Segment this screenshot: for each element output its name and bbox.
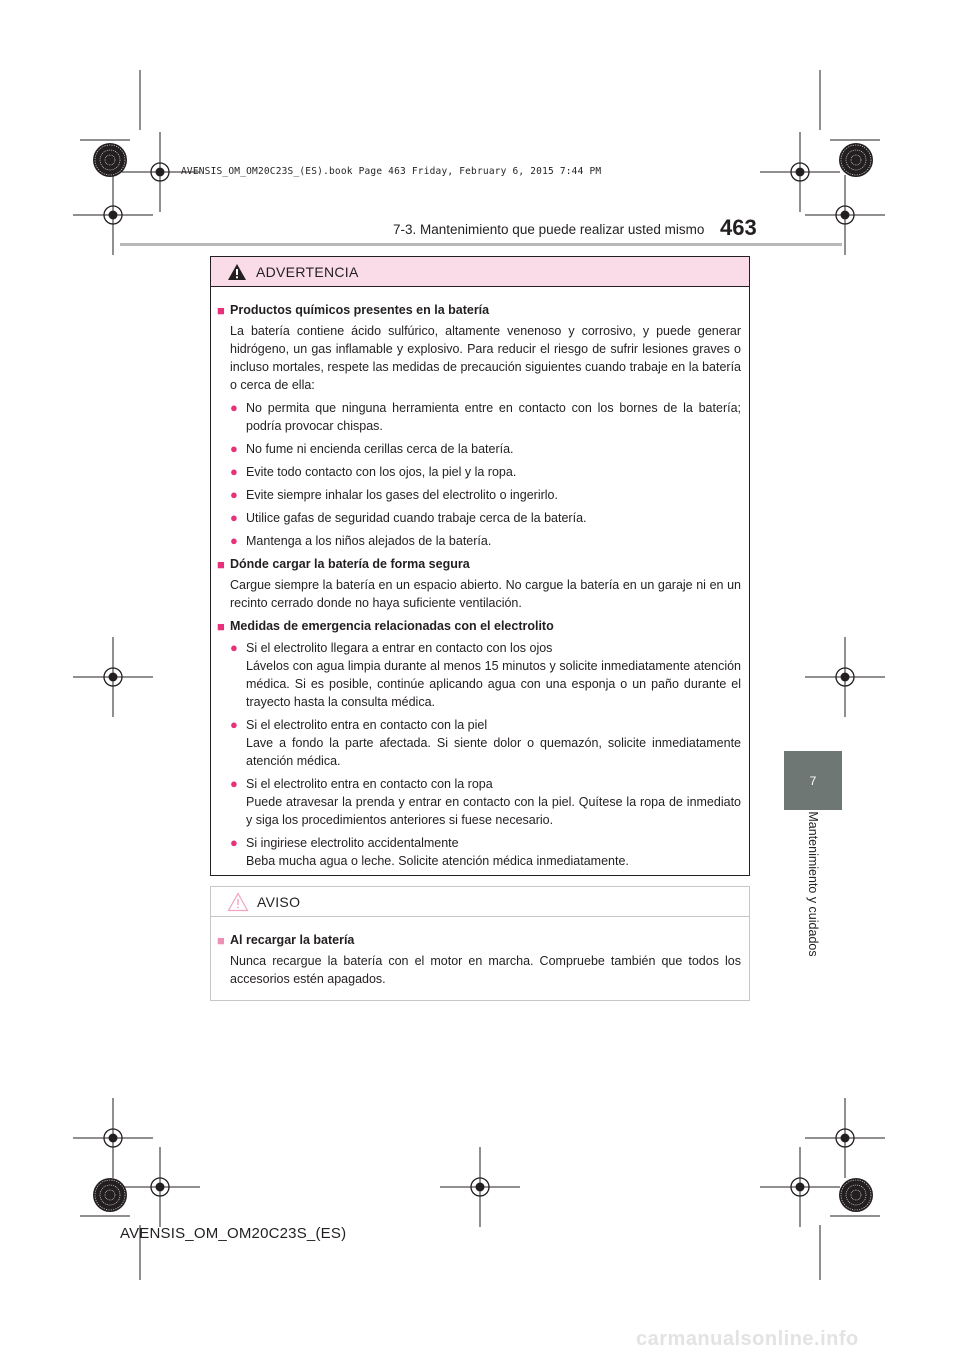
section-heading: ■ Dónde cargar la batería de forma segura — [217, 557, 470, 572]
square-bullet-icon: ■ — [217, 303, 225, 318]
chapter-tab: 7 — [784, 751, 842, 810]
section-paragraph: Cargue siempre la batería en un espacio abierto. No cargue la batería en un garaje ni en un recinto cerrado donde no haya suficiente ventilación. — [230, 578, 741, 610]
warning-body — [211, 287, 749, 870]
square-bullet-icon: ■ — [217, 619, 225, 634]
round-bullet-icon: ● — [230, 487, 238, 502]
square-bullet-icon: ■ — [217, 933, 225, 948]
list-item: ● Si el electrolito entra en contacto con la piel Lave a fondo la parte afectada. Si siente dolor o quemazón, solicite inmediatamente atención médica. — [230, 717, 741, 768]
list-item: ● Si el electrolito entra en contacto con la ropa Puede atravesar la prenda y entrar en contacto con la piel. Quítese la ropa de inmediato y siga los procedimientos anteriores si fuese necesario. — [230, 776, 741, 827]
warning-box — [210, 256, 750, 876]
round-bullet-icon: ● — [230, 400, 238, 415]
round-bullet-icon: ● — [230, 640, 238, 655]
notice-label: AVISO — [257, 893, 301, 910]
warning-label: ADVERTENCIA — [256, 263, 359, 280]
section-title: 7-3. Mantenimiento que puede realizar usted mismo — [393, 222, 705, 237]
list-item: ● No fume ni encienda cerillas cerca de la batería. — [230, 441, 514, 456]
document-code: AVENSIS_OM_OM20C23S_(ES) — [120, 1225, 347, 1242]
section-heading: ■ Medidas de emergencia relacionadas con el electrolito — [217, 619, 554, 634]
round-bullet-icon: ● — [230, 717, 238, 732]
page-number: 463 — [720, 215, 757, 240]
book-file-header: AVENSIS_OM_OM20C23S_(ES).book Page 463 Friday, February 6, 2015 7:44 PM — [181, 166, 602, 177]
caution-triangle-outline-icon — [227, 892, 249, 912]
list-item: ● Si el electrolito llegara a entrar en contacto con los ojos Lávelos con agua limpia durante al menos 15 minutos y solicite inmediatamente atención médica. Si es posible, continúe aplicando agua con una esponja o un paño durante el trayecto hasta la consulta médica. — [230, 640, 741, 709]
round-bullet-icon: ● — [230, 835, 238, 850]
notice-box — [210, 886, 750, 1001]
round-bullet-icon: ● — [230, 533, 238, 548]
warning-triangle-icon — [227, 263, 247, 281]
warning-header — [211, 257, 749, 287]
header-rule — [120, 243, 842, 246]
site-watermark: carmanualsonline.info — [636, 1328, 859, 1350]
section-heading: ■ Productos químicos presentes en la batería — [217, 303, 490, 318]
list-item: ● Evite siempre inhalar los gases del electrolito o ingerirlo. — [230, 487, 558, 502]
square-bullet-icon: ■ — [217, 557, 225, 572]
list-item: ● Mantenga a los niños alejados de la batería. — [230, 533, 492, 548]
list-item: ● Evite todo contacto con los ojos, la piel y la ropa. — [230, 464, 517, 479]
list-item: ● No permita que ninguna herramienta entre en contacto con los bornes de la batería; podría provocar chispas. — [230, 400, 741, 433]
round-bullet-icon: ● — [230, 464, 238, 479]
section-paragraph: La batería contiene ácido sulfúrico, altamente venenoso y corrosivo, y puede generar hidrógeno, un gas inflamable y explosivo. Para reducir el riesgo de sufrir lesiones graves o incluso mortales, respete las medidas de precaución siguientes cuando trabaje en la batería o cerca de ella: — [230, 324, 741, 392]
notice-body — [211, 917, 749, 988]
round-bullet-icon: ● — [230, 510, 238, 525]
round-bullet-icon: ● — [230, 441, 238, 456]
list-item: ● Utilice gafas de seguridad cuando trabaje cerca de la batería. — [230, 510, 587, 525]
section-paragraph: Nunca recargue la batería con el motor en marcha. Compruebe también que todos los accesorios estén apagados. — [230, 954, 741, 986]
chapter-side-label: Mantenimiento y cuidados — [806, 811, 820, 957]
notice-header — [211, 887, 749, 917]
list-item: ● Si ingiriese electrolito accidentalmente Beba mucha agua o leche. Solicite atención médica inmediatamente. — [230, 835, 629, 868]
round-bullet-icon: ● — [230, 776, 238, 791]
section-heading: ■ Al recargar la batería — [217, 933, 355, 948]
